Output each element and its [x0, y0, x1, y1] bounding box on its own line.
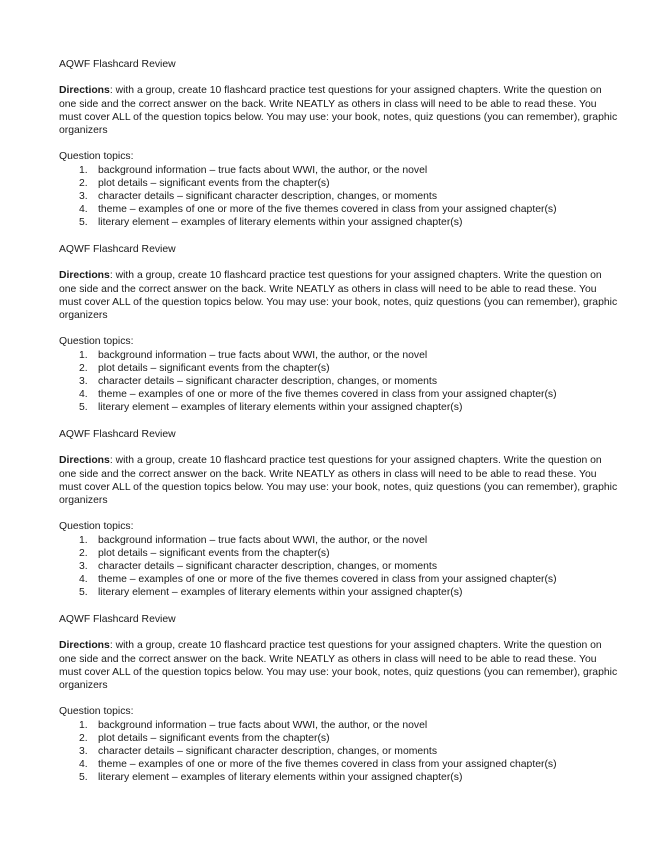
topic-text: plot details – significant events from the chapter(s): [98, 547, 330, 559]
section-title: AQWF Flashcard Review: [59, 429, 176, 440]
topic-text: background information – true facts about WWI, the author, or the novel: [98, 534, 428, 546]
section-title: AQWF Flashcard Review: [59, 59, 176, 70]
question-topics-list: [59, 349, 619, 415]
topic-text: character details – significant character description, changes, or moments: [98, 191, 438, 202]
section-title: AQWF Flashcard Review: [59, 244, 176, 255]
topic-item: [59, 177, 619, 190]
topic-text: theme – examples of one or more of the five themes covered in class from your assigned chapter(s): [98, 389, 557, 401]
topic-number: 4.: [79, 204, 88, 216]
topic-number: 1.: [79, 534, 88, 546]
flashcard-review-section: [59, 613, 619, 798]
topic-text: character details – significant character description, changes, or moments: [98, 376, 438, 387]
flashcard-review-section: [59, 58, 619, 243]
topic-item: [59, 164, 619, 177]
directions-text: : with a group, create 10 flashcard practice test questions for your assigned chapters. Write the question on one side and the correct answer on the back. Write NEATLY as others in class will need to be able to read these. You must cover ALL of the question topics below. You may use: your book, notes, quiz questions (you can remember), graphic organizers: [59, 455, 618, 506]
flashcard-review-section: [59, 428, 619, 613]
topic-number: 2.: [79, 362, 88, 374]
question-topics-label: Question topics:: [59, 151, 134, 163]
topic-text: literary element – examples of literary elements within your assigned chapter(s): [98, 772, 463, 784]
question-topics-label: Question topics:: [59, 336, 134, 348]
topic-item: [59, 216, 619, 229]
topic-number: 4.: [79, 389, 88, 401]
topic-number: 5.: [79, 772, 88, 784]
topic-number: 2.: [79, 177, 88, 189]
directions-label: Directions: [59, 640, 110, 652]
document-page: [59, 58, 619, 798]
topic-number: 1.: [79, 164, 88, 176]
section-title: AQWF Flashcard Review: [59, 614, 176, 625]
flashcard-review-section: [59, 243, 619, 428]
question-topics-list: [59, 164, 619, 230]
directions-label: Directions: [59, 85, 110, 97]
topic-text: theme – examples of one or more of the five themes covered in class from your assigned chapter(s): [98, 574, 557, 586]
topic-text: background information – true facts about WWI, the author, or the novel: [98, 349, 428, 361]
topic-item: [59, 586, 619, 599]
topic-number: 3.: [79, 376, 88, 387]
directions-label: Directions: [59, 455, 110, 467]
topic-text: plot details – significant events from the chapter(s): [98, 177, 330, 189]
topic-number: 4.: [79, 574, 88, 586]
topic-number: 2.: [79, 732, 88, 744]
topic-item: [59, 732, 619, 745]
directions-text: : with a group, create 10 flashcard practice test questions for your assigned chapters. Write the question on one side and the correct answer on the back. Write NEATLY as others in class will need to be able to read these. You must cover ALL of the question topics below. You may use: your book, notes, quiz questions (you can remember), graphic organizers: [59, 270, 618, 321]
directions-text: : with a group, create 10 flashcard practice test questions for your assigned chapters. Write the question on one side and the correct answer on the back. Write NEATLY as others in class will need to be able to read these. You must cover ALL of the question topics below. You may use: your book, notes, quiz questions (you can remember), graphic organizers: [59, 85, 618, 136]
topic-item: [59, 560, 619, 573]
topic-item: [59, 771, 619, 784]
topic-item: [59, 375, 619, 388]
topic-text: character details – significant character description, changes, or moments: [98, 746, 438, 757]
topic-number: 1.: [79, 719, 88, 731]
topic-item: [59, 190, 619, 203]
topic-item: [59, 203, 619, 216]
directions-text: : with a group, create 10 flashcard practice test questions for your assigned chapters. Write the question on one side and the correct answer on the back. Write NEATLY as others in class will need to be able to read these. You must cover ALL of the question topics below. You may use: your book, notes, quiz questions (you can remember), graphic organizers: [59, 640, 618, 691]
topic-item: [59, 573, 619, 586]
topic-item: [59, 758, 619, 771]
directions-paragraph: [59, 639, 619, 692]
question-topics-label: Question topics:: [59, 521, 134, 533]
topic-item: [59, 401, 619, 414]
topic-item: [59, 534, 619, 547]
topic-item: [59, 719, 619, 732]
topic-text: literary element – examples of literary elements within your assigned chapter(s): [98, 217, 463, 229]
topic-number: 5.: [79, 587, 88, 599]
question-topics-label: Question topics:: [59, 706, 134, 718]
topic-text: plot details – significant events from the chapter(s): [98, 362, 330, 374]
topic-text: literary element – examples of literary elements within your assigned chapter(s): [98, 587, 463, 599]
directions-paragraph: [59, 84, 619, 137]
topic-number: 3.: [79, 746, 88, 757]
question-topics-list: [59, 719, 619, 785]
topic-text: literary element – examples of literary elements within your assigned chapter(s): [98, 402, 463, 414]
topic-number: 5.: [79, 217, 88, 229]
topic-item: [59, 547, 619, 560]
topic-item: [59, 349, 619, 362]
topic-text: background information – true facts about WWI, the author, or the novel: [98, 164, 428, 176]
topic-item: [59, 388, 619, 401]
topic-number: 2.: [79, 547, 88, 559]
topic-number: 3.: [79, 191, 88, 202]
question-topics-list: [59, 534, 619, 600]
directions-label: Directions: [59, 270, 110, 282]
topic-text: character details – significant character description, changes, or moments: [98, 561, 438, 572]
topic-item: [59, 362, 619, 375]
topic-number: 5.: [79, 402, 88, 414]
topic-text: background information – true facts about WWI, the author, or the novel: [98, 719, 428, 731]
topic-text: theme – examples of one or more of the five themes covered in class from your assigned chapter(s): [98, 759, 557, 771]
topic-number: 4.: [79, 759, 88, 771]
topic-item: [59, 745, 619, 758]
topic-text: plot details – significant events from the chapter(s): [98, 732, 330, 744]
topic-number: 3.: [79, 561, 88, 572]
topic-number: 1.: [79, 349, 88, 361]
directions-paragraph: [59, 454, 619, 507]
topic-text: theme – examples of one or more of the five themes covered in class from your assigned chapter(s): [98, 204, 557, 216]
directions-paragraph: [59, 269, 619, 322]
